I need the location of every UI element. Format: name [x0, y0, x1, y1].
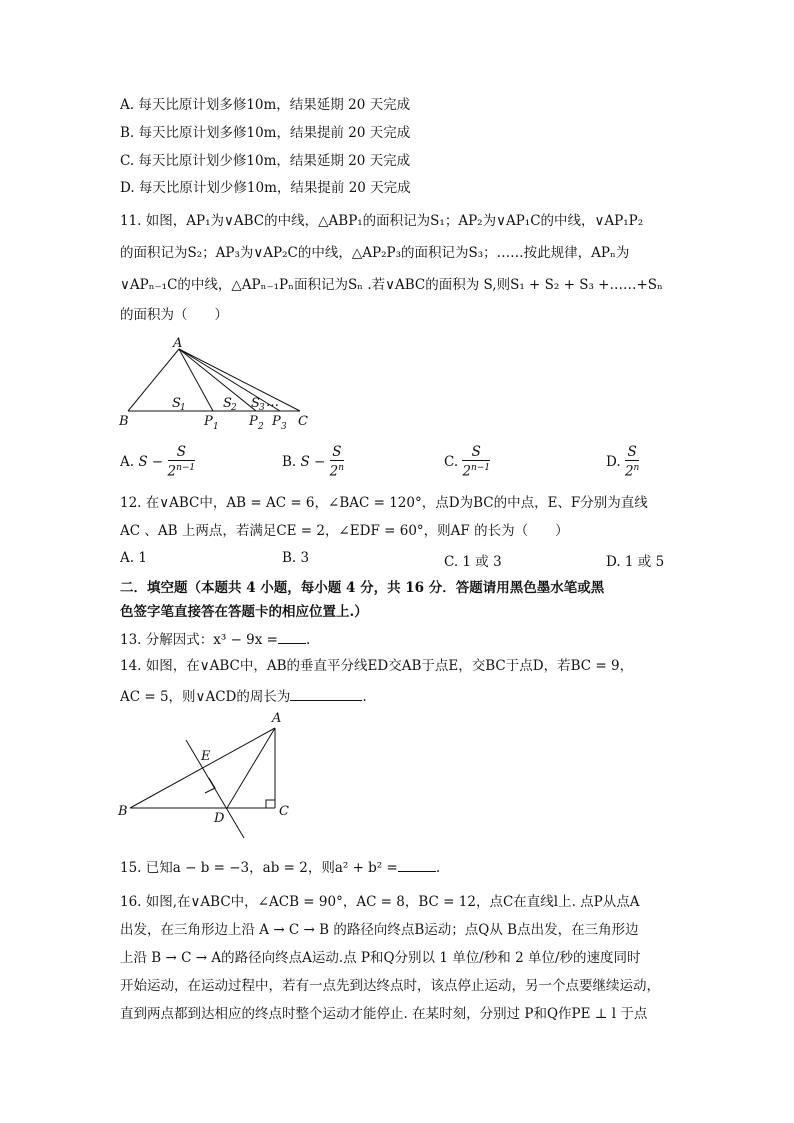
- q11-line-3: ∨APₙ₋₁C的中线，△APₙ₋₁Pₙ面积记为Sₙ .若∨ABC的面积为 S,则S₁ + S₂ + S₃ +……+Sₙ: [120, 277, 663, 293]
- q13-end: .: [306, 632, 311, 648]
- q11-choice-d-den-base: 2: [624, 463, 634, 480]
- q11-choice-d-fraction: [625, 445, 639, 480]
- q15-question: 15. 已知a − b = −3，ab = 2，则a² + b² =: [120, 860, 398, 876]
- q13-text: [120, 629, 310, 649]
- q14-line-2-text: AC = 5，则∨ACD的周长为: [120, 689, 291, 705]
- q14-label-c: C: [279, 804, 289, 819]
- q11-label-p2-sub: 2: [258, 422, 264, 432]
- q15-text: [120, 857, 440, 877]
- q16-line-2: 出发，在三角形边上沿 A → C → B 的路径向终点B运动；点Q从 B点出发，在三角形边: [120, 922, 639, 938]
- q11-choice-d-num: S: [625, 445, 639, 461]
- q14-label-d: D: [214, 811, 225, 826]
- q11-choice-b-prefix: S −: [300, 453, 326, 470]
- q14-label-a: A: [272, 711, 282, 726]
- q12-choice-a: A. 1: [120, 550, 147, 566]
- q14-end: .: [362, 689, 367, 705]
- q11-choice-b: [282, 445, 344, 480]
- q15-end: .: [435, 860, 441, 876]
- q11-choice-c-fraction: [462, 445, 490, 480]
- q16-line-3: 上沿 B → C → A的路径向终点A运动.点 P和Q分别以 1 单位/秒和 2 单位/秒的速度同时: [120, 950, 641, 966]
- q11-label-s2: S: [223, 396, 232, 411]
- q11-choice-d-label: D.: [606, 453, 621, 470]
- q13-answer-blank: [278, 629, 306, 644]
- q11-label-p3: P: [272, 414, 281, 429]
- q11-choice-a-den-base: 2: [167, 463, 177, 480]
- q11-choice-b-fraction: [330, 445, 344, 480]
- q11-choice-b-num: S: [330, 445, 344, 461]
- q11-choice-c-den-base: 2: [462, 463, 472, 480]
- q11-label-p1: P: [204, 414, 213, 429]
- q11-choice-c-num: S: [462, 445, 490, 461]
- q11-choice-a-den-exp: n−1: [176, 463, 196, 473]
- q11-choice-a-prefix: S −: [138, 453, 164, 470]
- q16-line-4: 开始运动，在运动过程中，若有一点先到达终点时，该点停止运动，另一个点要继续运动，: [120, 978, 660, 994]
- q14-line-2: [120, 686, 367, 706]
- q11-label-c: C: [298, 414, 308, 429]
- q11-choice-a-label: A.: [120, 453, 135, 470]
- q11-choice-c: [444, 445, 490, 480]
- q11-choice-a: [120, 445, 195, 480]
- q11-label-dots: …: [266, 395, 279, 410]
- q12-line-1: 12. 在∨ABC中，AB = AC = 6，∠BAC = 120°，点D为BC的中点，E、F分别为直线: [120, 495, 648, 511]
- q11-choice-c-den-exp: n−1: [471, 463, 491, 473]
- q12-choice-c: C. 1 或 3: [444, 554, 502, 570]
- q11-choice-a-num: S: [168, 445, 196, 461]
- q10-option-a: A. 每天比原计划多修10m，结果延期 20 天完成: [120, 97, 411, 113]
- q11-line-2: 的面积记为S₂；AP₃为∨AP₂C的中线，△AP₂P₃的面积记为S₃；……按此规律，APₙ为: [120, 245, 630, 261]
- q16-line-1: 16. 如图,在∨ABC中，∠ACB = 90°，AC = 8，BC = 12，点C在直线l上. 点P从点A: [120, 894, 640, 910]
- q10-option-d: D. 每天比原计划少修10m，结果提前 20 天完成: [120, 180, 411, 196]
- q14-label-e: E: [201, 749, 211, 764]
- q11-choice-b-den-base: 2: [329, 463, 339, 480]
- q11-label-p2: P: [249, 414, 258, 429]
- q11-choice-b-den-exp: n: [338, 463, 345, 473]
- q12-line-2: AC 、AB 上两点，若满足CE = 2，∠EDF = 60°，则AF 的长为（ ）: [120, 523, 569, 539]
- q11-label-s1-sub: 1: [180, 403, 186, 413]
- q11-choice-b-label: B.: [282, 453, 297, 470]
- section2-heading-line-1: 二．填空题（本题共 4 小题，每小题 4 分，共 16 分．答题请用黑色墨水笔或黑: [120, 580, 605, 596]
- q12-choice-b: B. 3: [282, 550, 310, 566]
- q11-label-a: A: [173, 336, 183, 351]
- q11-choice-d-den-exp: n: [633, 463, 640, 473]
- q11-label-p3-sub: 3: [281, 422, 287, 432]
- q13-question: 13. 分解因式：x³ − 9x =: [120, 632, 278, 648]
- q10-option-b: B. 每天比原计划多修10m，结果提前 20 天完成: [120, 125, 411, 141]
- q11-label-s3-sub: 3: [259, 403, 265, 413]
- q15-answer-blank: [398, 857, 436, 872]
- q10-option-c: C. 每天比原计划少修10m，结果延期 20 天完成: [120, 153, 411, 169]
- q11-label-s3: S: [251, 396, 260, 411]
- q11-label-b: B: [119, 414, 129, 429]
- section2-heading-line-2: 色签字笔直接答在答题卡的相应位置上.）: [120, 604, 368, 620]
- q11-choice-a-fraction: [168, 445, 196, 480]
- q14-label-b: B: [118, 804, 128, 819]
- q14-line-1: 14. 如图，在∨ABC中，AB的垂直平分线ED交AB于点E，交BC于点D，若BC = 9，: [120, 658, 634, 674]
- q12-choice-d: D. 1 或 5: [606, 554, 665, 570]
- q11-label-s2-sub: 2: [231, 403, 237, 413]
- q14-answer-blank: [290, 686, 362, 701]
- q11-choice-c-label: C.: [444, 453, 459, 470]
- q11-choice-d: [606, 445, 639, 480]
- q16-line-5: 直到两点都到达相应的终点时整个运动才能停止. 在某时刻，分别过 P和Q作PE ⊥ l 于点: [120, 1006, 648, 1022]
- q11-label-s1: S: [172, 396, 181, 411]
- q11-line-1: 11. 如图，AP₁为∨ABC的中线，△ABP₁的面积记为S₁；AP₂为∨AP₁C的中线，∨AP₁P₂: [120, 213, 644, 229]
- q11-label-p1-sub: 1: [213, 422, 219, 432]
- q11-line-4: 的面积为（ ）: [120, 307, 228, 323]
